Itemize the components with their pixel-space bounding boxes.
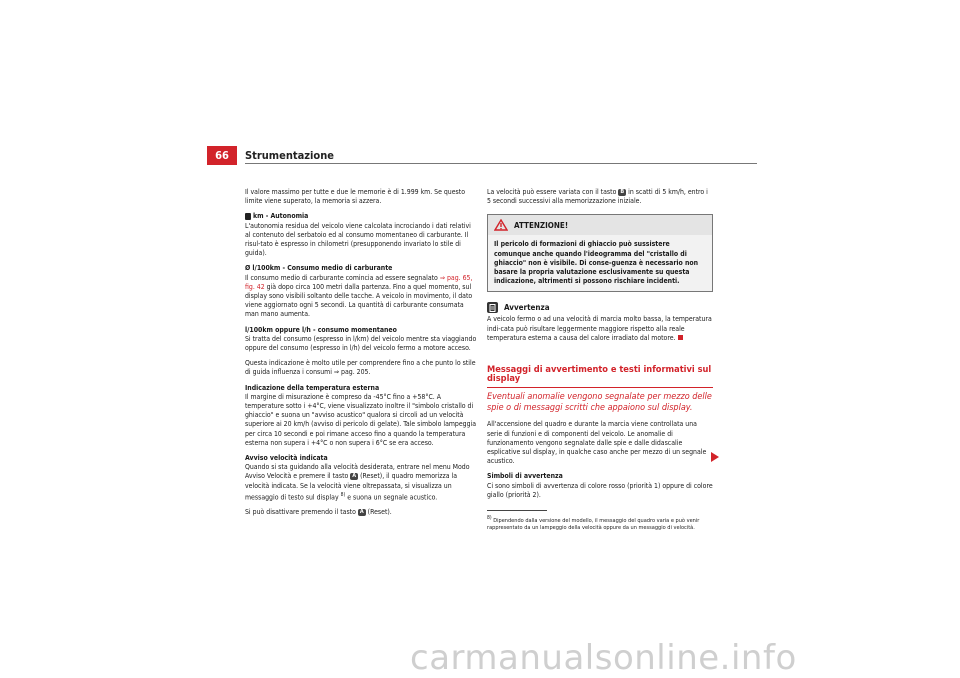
note-title: Avvertenza bbox=[504, 303, 550, 313]
warning-header bbox=[488, 215, 712, 235]
warning-text: Il pericolo di formazioni di ghiaccio può sussistere comunque anche quando l'ideogramma del "cristallo di ghiaccio" non è visibile. Di conse-guenza è necessario non basare la propria valutazione esclusivamente su questa indicazione, altrimenti si possono rischiare incidenti. bbox=[494, 240, 699, 286]
warning-symbols-heading: Simboli di avvertenza bbox=[487, 472, 563, 481]
autonomy-heading: km - Autonomia bbox=[245, 212, 477, 221]
key-b-icon: B bbox=[620, 188, 625, 195]
section-subtitle: Eventuali anomalie vengono segnalate per mezzo delle spie o di messaggi scritti che appaiono sul display. bbox=[487, 392, 712, 414]
speed-warning-heading: Avviso velocità indicata bbox=[245, 454, 328, 463]
instant-consumption-text-2: Questa indicazione è molto utile per comprendere fino a che punto lo stile di guida influenza i consumi ⇒ pag. 205. bbox=[245, 359, 476, 377]
right-column bbox=[487, 188, 713, 532]
key-a-icon: A bbox=[359, 508, 364, 515]
instant-consumption-heading: l/100km oppure l/h - consumo momentaneo bbox=[245, 325, 397, 334]
chapter-title: Strumentazione bbox=[245, 149, 334, 162]
left-column bbox=[245, 188, 477, 524]
avg-consumption-text: Il consumo medio di carburante comincia ad essere segnalato ⇒ pag. 65, fig. 42 già dopo circa 100 metri dalla partenza. Fino a quel momento, sul display sono visibili soltanto delle tacche. A veicolo in movimento, il dato viene aggiornato ogni 5 secondi. La quantità di carburante consumata man mano aumenta. bbox=[245, 273, 473, 319]
temperature-heading: Indicazione della temperatura esterna bbox=[245, 383, 380, 392]
next-page-arrow-icon[interactable] bbox=[711, 452, 719, 462]
instant-consumption-text: Si tratta del consumo (espresso in l/km) del veicolo mentre sta viaggiando oppure del consumo (espresso in l/h) del veicolo fermo a motore acceso. bbox=[245, 334, 477, 353]
watermark: carmanualsonline.info bbox=[410, 638, 797, 678]
note-header bbox=[487, 302, 713, 313]
page-number: 66 bbox=[207, 146, 237, 165]
autonomy-text: L'autonomia residua del veicolo viene calcolata incrociando i dati relativi al contenuto del serbatoio ed al consumo momentaneo di carburante. Il risul-tato è espresso in chilometri (presupponendo invariato lo stile di guida). bbox=[245, 221, 471, 258]
temperature-text: Il margine di misurazione è compreso da -45°C fino a +58°C. A temperature sotto i +4°C, viene visualizzato inoltre il "simbolo cristallo di ghiaccio" e suona un "avviso acustico" qualora si circoli ad un velocità superiore ai 20 km/h (avviso di pericolo di gelate). Tale simbolo lampeggia per circa 10 secondi e poi rimane acceso fino a quando la temperatura esterna non supera i +4°C o non supera i 6°C se era acceso. bbox=[245, 392, 477, 447]
end-of-section-marker bbox=[678, 335, 683, 340]
page-reference-link[interactable]: ⇒ pag. 65, fig. 42 bbox=[245, 273, 473, 291]
memory-paragraph: Il valore massimo per tutte e due le memorie è di 1.999 km. Se questo limite viene superato, la memoria si azzera. bbox=[245, 188, 465, 206]
warning-symbols-text: Ci sono simboli di avvertenza di colore rosso (priorità 1) oppure di colore giallo (priorità 2). bbox=[487, 481, 713, 499]
header-divider bbox=[245, 163, 757, 164]
avg-consumption-heading: Ø l/100km - Consumo medio di carburante bbox=[245, 264, 393, 273]
section-title: Messaggi di avvertimento e testi informativi sul display bbox=[487, 364, 712, 385]
section-divider bbox=[487, 387, 713, 388]
key-a-icon: A bbox=[352, 472, 357, 479]
section-text: All'accensione del quadro e durante la marcia viene controllata una serie di funzioni e di componenti del veicolo. Le anomalie di funzionamento vengono segnalate dalle spie e dalle didascalie esplicative sul display, in qualche caso anche per mezzo di un segnale acustico. bbox=[487, 420, 707, 466]
footnote: $^{8)}$ Dipendendo dalla versione del modello, il messaggio del quadro varia e può venir rappresentato da un lampeggio della velocità oppure da un messaggio di velocità. bbox=[487, 515, 700, 531]
footnote-divider bbox=[487, 510, 547, 511]
warning-triangle-icon bbox=[494, 219, 508, 231]
speed-warning-disable-text: Si può disattivare premendo il tasto A (Reset). bbox=[245, 508, 392, 517]
footnote-ref: 8) bbox=[340, 491, 346, 498]
speed-warning-text: Quando si sta guidando alla velocità desiderata, entrare nel menu Modo Avviso Velocità e premere il tasto A (Reset), il quadro memorizza la velocità indicata. Se la velocità viene oltrepassata, si visualizza un messaggio di testo sul display $^{8)}$ e suona un segnale acustico. bbox=[245, 463, 470, 502]
warning-title: ATTENZIONE! bbox=[514, 220, 569, 230]
speed-adjust-text: La velocità può essere variata con il tasto B in scatti di 5 km/h, entro i 5 secondi successivi alla memorizzazione iniziale. bbox=[487, 188, 708, 206]
fuel-pump-icon bbox=[245, 213, 251, 220]
warning-box bbox=[487, 214, 713, 292]
note-text: A veicolo fermo o ad una velocità di marcia molto bassa, la temperatura indi-cata può risultare leggermente maggiore rispetto alla reale temperatura esterna a causa del calore irradiato dal motore. bbox=[487, 315, 712, 342]
note-icon bbox=[487, 302, 498, 313]
